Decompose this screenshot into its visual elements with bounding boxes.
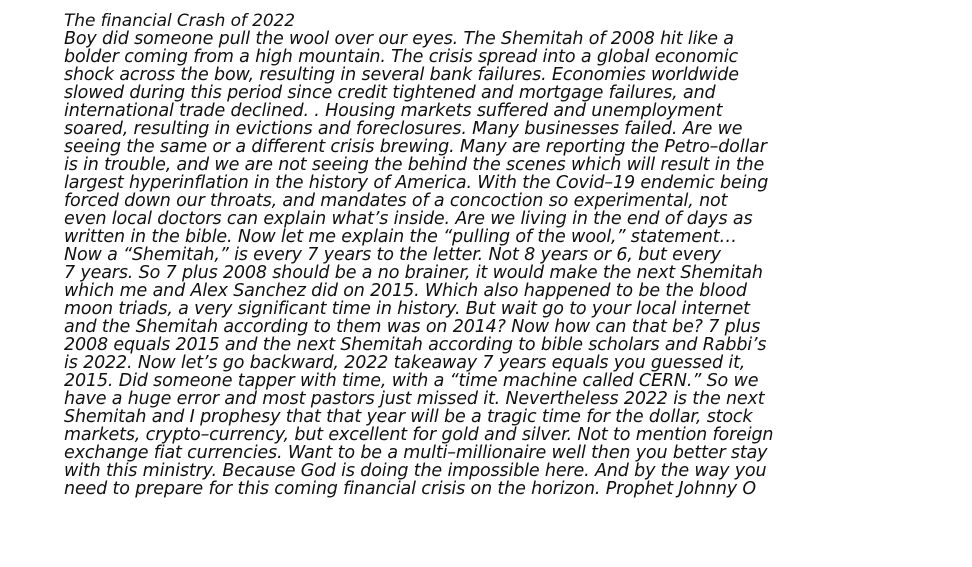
- text-line: is in trouble, and we are not seeing the behind the scenes which will result in the: [64, 155, 765, 175]
- text-line: which me and Alex Sanchez did on 2015. Which also happened to be the blood: [64, 281, 747, 301]
- text-line: have a huge error and most pastors just missed it. Nevertheless 2022 is the next: [64, 389, 765, 409]
- document-body: [64, 12, 964, 498]
- text-line: forced down our throats, and mandates of a concoction so experimental, not: [64, 191, 728, 211]
- text-line: shock across the bow, resulting in several bank failures. Economies worldwide: [64, 65, 739, 85]
- text-line: 7 years. So 7 plus 2008 should be a no brainer, it would make the next Shemitah: [64, 263, 763, 283]
- text-line: 2015. Did someone tapper with time, with a “time machine called CERN.” So we: [64, 371, 759, 391]
- text-line: international trade declined. . Housing markets suffered and unemployment: [64, 101, 723, 121]
- text-line: Now a “Shemitah,” is every 7 years to the letter. Not 8 years or 6, but every: [64, 245, 721, 265]
- text-line: bolder coming from a high mountain. The crisis spread into a global economic: [64, 47, 738, 67]
- text-line: exchange fiat currencies. Want to be a multi–millionaire well then you better stay: [64, 443, 768, 463]
- document-title: The financial Crash of 2022: [64, 11, 295, 31]
- text-line: 2008 equals 2015 and the next Shemitah according to bible scholars and Rabbi’s: [64, 335, 767, 355]
- text-line: largest hyperinflation in the history of America. With the Covid–19 endemic being: [64, 173, 769, 193]
- text-line: is 2022. Now let’s go backward, 2022 takeaway 7 years equals you guessed it,: [64, 353, 746, 373]
- text-line: with this ministry. Because God is doing the impossible here. And by the way you: [64, 461, 767, 481]
- text-line: even local doctors can explain what’s inside. Are we living in the end of days as: [64, 209, 753, 229]
- text-line: Shemitah and I prophesy that that year will be a tragic time for the dollar, stock: [64, 407, 753, 427]
- text-line: slowed during this period since credit tightened and mortgage failures, and: [64, 83, 716, 103]
- text-line: markets, crypto–currency, but excellent for gold and silver. Not to mention foreign: [64, 425, 774, 445]
- paragraph: [64, 30, 964, 498]
- text-line: seeing the same or a different crisis brewing. Many are reporting the Petro–dollar: [64, 137, 767, 157]
- text-line: need to prepare for this coming financial crisis on the horizon. Prophet Johnny O: [64, 479, 757, 499]
- text-line: soared, resulting in evictions and foreclosures. Many businesses failed. Are we: [64, 119, 743, 139]
- text-line: and the Shemitah according to them was on 2014? Now how can that be? 7 plus: [64, 317, 761, 337]
- text-line: Boy did someone pull the wool over our eyes. The Shemitah of 2008 hit like a: [64, 29, 734, 49]
- text-line: written in the bible. Now let me explain the “pulling of the wool,” statement…: [64, 227, 737, 247]
- text-line: moon triads, a very significant time in history. But wait go to your local internet: [64, 299, 750, 319]
